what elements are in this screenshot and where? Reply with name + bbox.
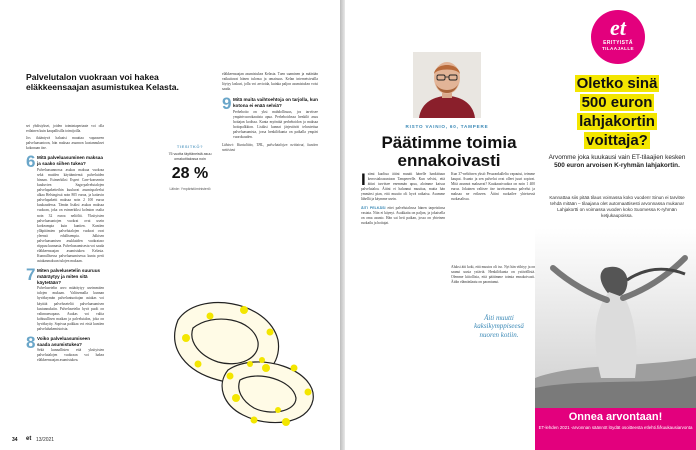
portrait-photo — [413, 52, 481, 118]
body-paragraph: ettei palvelutalossa hänen tarpeisiinsa vastata. Niin ei käynyt. Asukkaita on paljon, ja jokaisella on oma asunto. Hän sai heti paikan, jossa on yhteinen ruokailu ja hoitajat. — [361, 205, 445, 225]
page-number: 34 — [12, 437, 18, 443]
fact-box-value: 28 % — [171, 165, 209, 183]
logo-wordmark: et — [610, 15, 626, 40]
ad-woman-photo — [535, 228, 696, 408]
subscriber-ad — [535, 0, 696, 450]
left-column-2 — [222, 72, 318, 153]
right-column-2 — [451, 172, 535, 285]
answer-text: Sekä kunnallisten että yksityisten palvelutalojen vuokraan voi hakea eläkkeensaajan asumistukea. — [37, 348, 104, 363]
ad-headline-line: Oletko sinä — [576, 75, 658, 92]
interview-byline: RISTO VAINIO, 60, TAMPERE — [405, 124, 489, 129]
answer-text: Palveluasunnossa asukas maksaa vuokraa sekä muiden käyttämiensä palveluiden hinnan. Esimerkiksi Espert Care-konsernin kuuluvien Saga-palvelutalojen palvelupaketteihin kuuluvat asumispalvelut alkaa Helsingissä noin 805 euroa, ja kattavin palvelupaketti maksaa noin 2 100 euroa kuukaudessa. Tämän lisäksi asukas maksaa vuokran, joka on esimerkiksi kolmion osalta noin 32 euroa neliöltä. Yksityisten palveluasuntojen vuokrat ovat usein korkeampia kuin kuntien. Kuntien ylläpitämien palvelutalojen vuokrat ovat yleensä edullisempia. Julkisen palveluasumisen asukkaiden vuokrataso riippuu kunnasta. Palveluasumisesta voi saada eläkkeensaajan asumistukea Kelasta. Kunnallisessa palveluasumisessa kunta perii asiakasmaksun tulojen mukaan. — [37, 167, 104, 264]
question-text: Voiko palveluasumiseen saada asumistukea? — [37, 336, 91, 347]
question-number: 6 — [26, 152, 36, 172]
ad-subheadline — [543, 154, 691, 170]
question-number: 9 — [222, 94, 232, 114]
drop-cap: I — [361, 170, 366, 189]
logo-line: TILAAJALLE — [601, 46, 635, 51]
logo-line: ERITYISTÄ — [603, 40, 633, 46]
question-text: Miten palvelusetelin suuruus määräytyy ja miten sitä käytetään? — [37, 268, 101, 285]
intro-paragraph: Jos ikääntyvä haluaisi muuttaa vapaaseen palveluasuntoon, hän maksaa asunnon kustannukset kokonaan itse. — [26, 136, 104, 151]
sources-note: Lähteet: Kuntaliitto, THL, palvelutalojen nettisivut, kuntien nettisivut — [222, 143, 318, 153]
slippers-illustration — [158, 280, 328, 430]
fact-box-text: 75 vuotta täyttäneistä asuu omakotitalossa noin — [168, 152, 212, 161]
fact-box-label: TIESITKÖ? — [176, 144, 204, 149]
answer-text: Palvelusetelin arvo määräytyy useimmiten tulojen mukaan. Valitsemalla kunnan hyväksymän palveluntuottajan asiakas voi käyttää palveluseteliä palveluasumisen kustannuksiin. Palvelusetelin hyvä puoli on valinnanvapaus. Asukas voi valita kohtuullisen matkan ja palvelutalon, joka on hyväksytty. Sopivaa paikkaa voi etsiä kuntien palveluhakemistoista. — [37, 286, 104, 331]
left-column-1 — [26, 124, 104, 364]
body-subhead: ÄITI PELKÄSI — [361, 205, 386, 210]
ad-headline-line: lahjakortin — [579, 113, 655, 130]
left-page — [0, 0, 340, 450]
ad-headline — [547, 74, 687, 150]
question-9 — [222, 94, 318, 140]
ad-subline: Arvomme joka kuukausi vain ET-tilaajien kesken — [548, 154, 686, 161]
portrait-image — [413, 52, 481, 118]
body-paragraph: sämi kuoltua äitini muutti hänelle hankittuun kerrostaloasuntoon Tampereelle. Kun selvisi, että äitini tarvitsee enemmän apua, aloimme katsoa palvelutaloa. Äitini ei halunnut muuttaa, mutta hän ymmärsi pian, että muutto oli hyvä ratkaisu. Asumme lähellä ja käymme usein. — [361, 172, 445, 202]
question-number: 7 — [26, 265, 36, 285]
fact-box — [160, 144, 220, 192]
lead-headline: Palvelutalon vuokraan voi hakea eläkkeensaajan asumistukea Kelasta. — [26, 72, 179, 92]
question-6 — [26, 152, 104, 264]
ad-body-text: Kannattaa siis pitää tilaus voimassa koko vuoden! Sinun ei tarvitse tehdä mitään – tilaajana olet automaattisesti arvonnassa mukana! Lahjakortti on voimassa vuoden koko Suomessa K-ryhmän ketjukaupoissa. — [549, 195, 685, 218]
ad-footer-band — [535, 408, 696, 450]
ad-headline-line: voittaja? — [586, 132, 648, 149]
question-7 — [26, 265, 104, 332]
continued-paragraph: eläkkeensaajan asumistukea Kelasta. Tuen saaminen ja määrään vaikuttavat hänen tulonsa ja omaisuus. Kelan internetsivuilla löytyy laskuri, jolla voi arvioida, kuinka paljon asumistukea voisi saada. — [222, 72, 318, 92]
et-logo-badge — [591, 10, 645, 64]
ad-headline-line: 500 euron — [581, 94, 653, 111]
question-8 — [26, 333, 104, 363]
question-number: 8 — [26, 333, 36, 353]
body-paragraph: Aluksi äiti koki, että muutos oli iso. Nyt hän viihtyy ja on saanut uusia ystäviä. Henkilökunta on ystävällistä. Olemme kiitollisia, että päätimme toimia ennakoivasti. Äidin elämänlaatu on parantunut. — [451, 264, 535, 284]
right-column-1 — [361, 172, 445, 226]
answer-text: Perhehoito on yksi mahdollisuus, jos tarvitsee ympärivuorokautista apua. Perhehoidossa henkilö asuu hoitajan kodissa. Kunta myöntää perhehoidon ja maksaa hoitopalkkion. Lisäksi kunnat järjestävät tehostettua palveluasumista, jossa henkilökunta on paikalla ympäri vuorokauden. — [233, 109, 318, 140]
article-headline: Päätimme toimia ennakoivasti — [381, 133, 517, 170]
ad-band-title: Onnea arvontaan! — [568, 411, 663, 423]
right-page — [345, 0, 696, 450]
magazine-name: et — [26, 436, 32, 442]
ad-subline-bold: 500 euron arvoisen K-ryhmän lahjakortin. — [554, 162, 680, 169]
question-text: Mitä palveluasuminen maksaa ja saako siihen tukea? — [37, 155, 103, 167]
pull-quote: Äiti muutti kaksikymppiseesä nuoren kotiin. — [474, 314, 524, 339]
intro-paragraph: set yhdistykset, joiden toimintaperiaate voi olla erilainen kuin kaupallisilla toimijoilla. — [26, 124, 104, 134]
body-paragraph: Kun 37-neliöinen yksiö Pesurankallelta vapautui, teimme kaupat. Asunto ja sen palvelut ovat olleet juuri sopivat. Mitä asunnot maksavat? Kuukausivuokra on noin 1 400 euroa. Jokainen valitsee itse tarvitsemansa palvelut ja maksaa ne erikseen. Äitini ruokailee yhteisessä ruokasalissa. — [451, 172, 535, 202]
question-text: Mitä muita vaihtoehtoja on tarjolla, kun kotona ei enää selviä? — [233, 97, 318, 108]
fact-box-source: Lähde: Ympäristöministeriö — [169, 187, 211, 192]
ad-band-text: ET-lehden 2021 -arvonnan säännöt löydät osoitteesta etlehti.fi/kuukausiarvonta — [538, 425, 693, 430]
issue-number: 13/2021 — [36, 437, 55, 443]
